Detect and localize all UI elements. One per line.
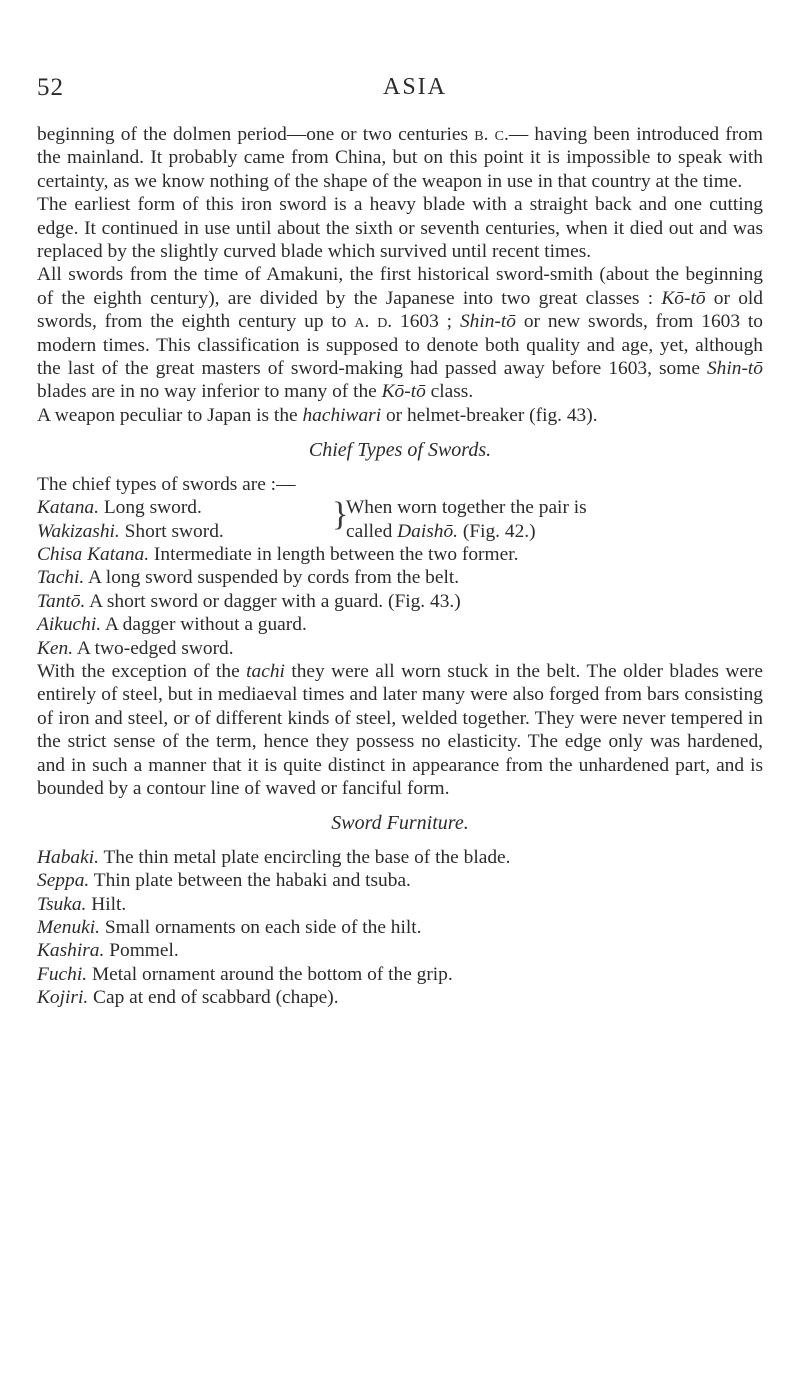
running-head: ASIA [382,74,447,100]
paragraph-blade-construction: With the exception of the tachi they were all worn stuck in the belt. The older blades were entirely of steel, but in mediaeval times and later many were also forged from bars consisting of iron and steel, or of different kinds of steel, welded together. They were never tempered in the strict sense of the term, hence they possess no elasticity. The edge only was hardened, and in such a manner that it is quite distinct in appearance from the unhardened part, and is bounded by a contour line of waved or fanciful form. [37,660,764,799]
definition-item: Aikuchi. A dagger without a guard. [37,614,307,636]
section-title-sword-furniture: Sword Furniture. [331,812,469,835]
katana-wakizashi-pair [37,496,763,543]
definition-item: Menuki. Small ornaments on each side of the hilt. [37,917,422,938]
definition-item: Fuchi. Metal ornament around the bottom of the grip. [37,963,453,985]
page-body [37,123,763,1010]
definition-katana: Katana. Long sword. [37,497,202,519]
chief-types-intro: The chief types of swords are :— [37,473,296,495]
paragraph-hachiwari: A weapon peculiar to Japan is the hachiwari or helmet-breaker (fig. 43). [37,404,598,426]
page-number: 52 [37,74,64,101]
definition-item: Tsuka. Hilt. [37,893,127,915]
definition-item: Chisa Katana. Intermediate in length between the two former. [37,543,519,565]
paragraph-classification: All swords from the time of Amakuni, the first historical sword-smith (about the beginning of the eighth century), are divided by the Japanese into two great classes : Kō-tō or old swords, from the eighth century up to a. d. 1603 ; Shin-tō or new swords, from 1603 to modern times. This classification is supposed to denote both quality and age, yet, although the last of the great masters of sword-making had passed away before 1603, some Shin-tō blades are in no way inferior to many of the Kō-tō class. [37,264,763,403]
definition-item: Kojiri. Cap at end of scabbard (chape). [37,987,339,1009]
definition-item: Ken. A two-edged sword. [37,637,234,659]
brace-glyph: } [332,496,349,534]
definition-item: Tachi. A long sword suspended by cords from the belt. [37,567,460,589]
definition-item: Habaki. The thin metal plate encircling the base of the blade. [37,846,511,868]
definition-item: Tantō. A short sword or dagger with a guard. (Fig. 43.) [37,590,461,612]
sword-furniture-list [37,846,763,1010]
page-header [0,74,800,114]
definition-item: Seppa. Thin plate between the habaki and tsuba. [37,870,411,892]
chief-types-list [37,543,763,660]
section-title-chief-types: Chief Types of Swords. [308,439,492,462]
paragraph-earliest-form: The earliest form of this iron sword is a heavy blade with a straight back and one cutting edge. It continued in use until about the sixth or seventh centuries, when it died out and was replaced by the slightly curved blade which survived until recent times. [37,194,763,263]
paragraph-dolmen: beginning of the dolmen period—one or two centuries b. c.— having been introduced from the mainland. It probably came from China, but on this point it is impossible to speak with certainty, as we know nothing of the shape of the weapon in use in that country at the time. [37,124,764,192]
definition-wakizashi: Wakizashi. Short sword. [37,520,224,542]
definition-item: Kashira. Pommel. [37,940,179,962]
daisho-note: When worn together the pair is called Daishō. (Fig. 42.) [346,497,587,542]
